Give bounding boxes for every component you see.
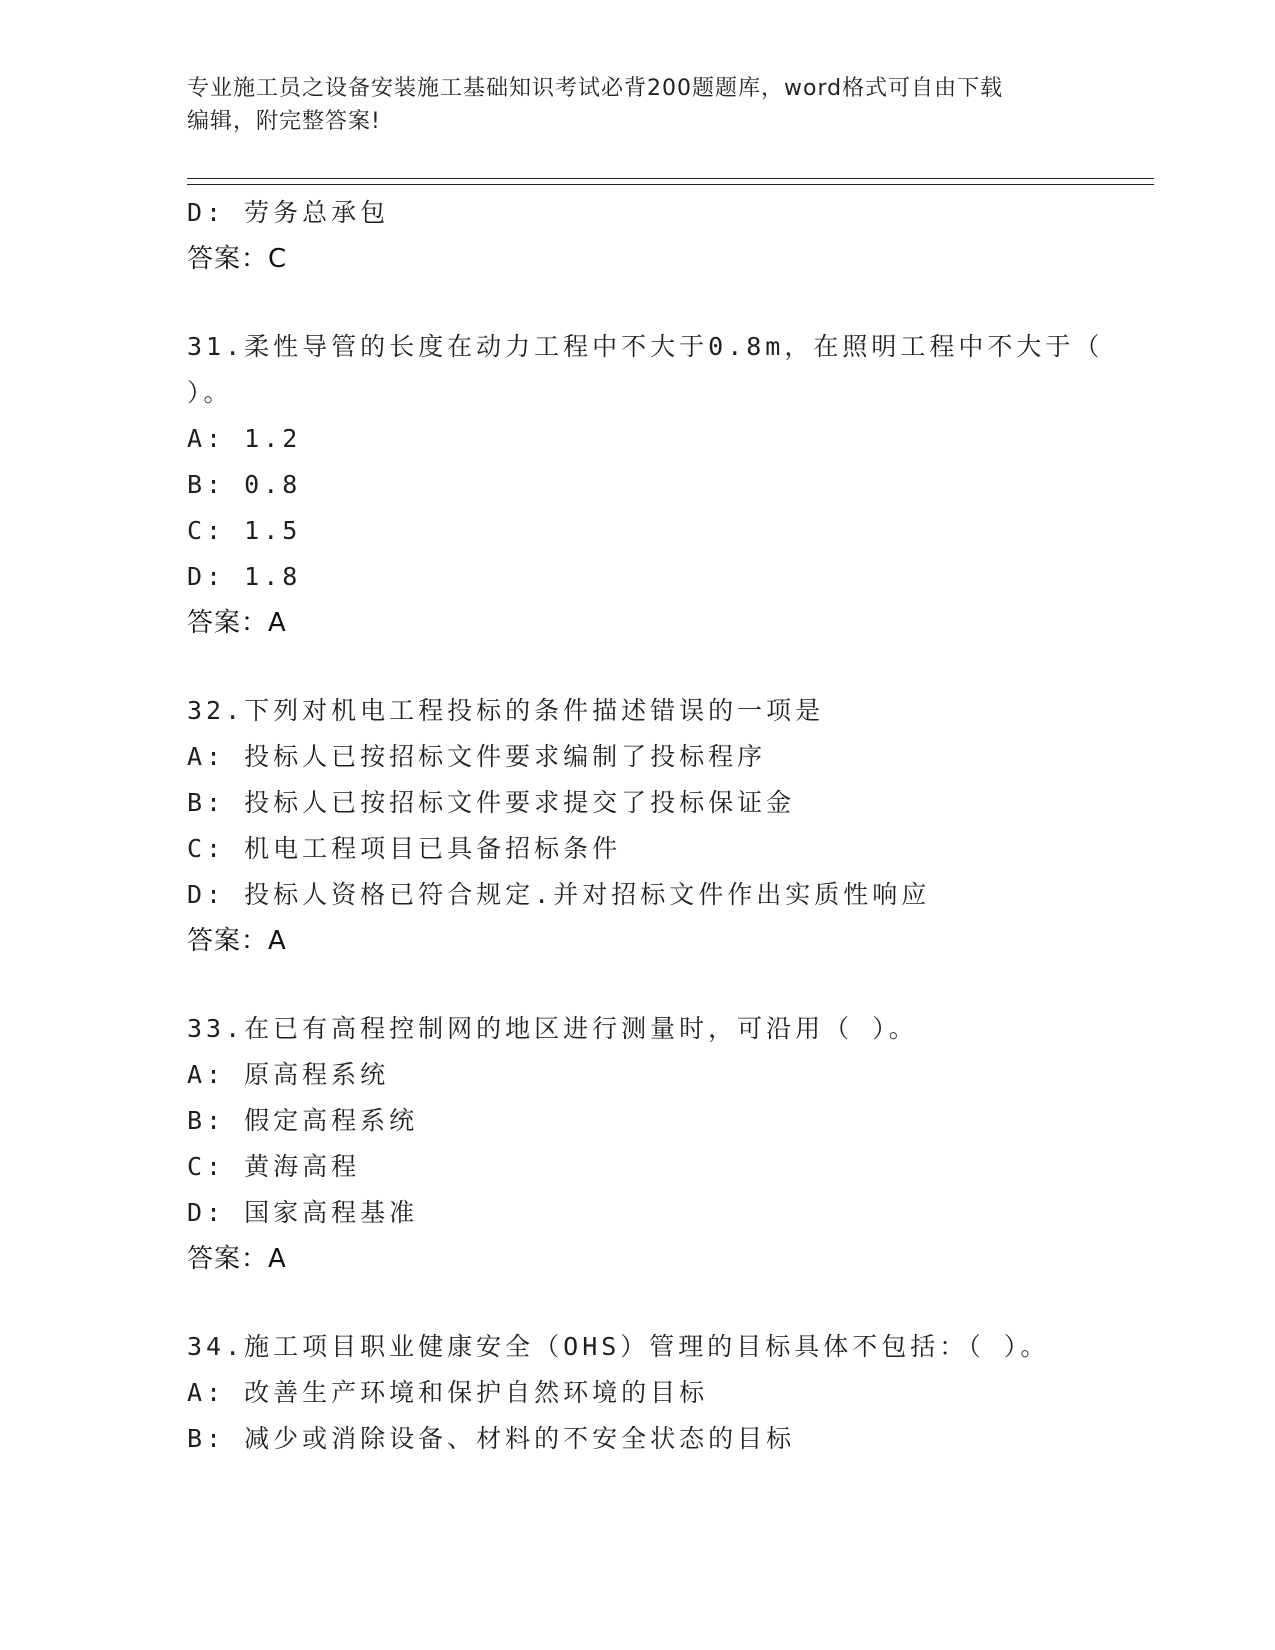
question-stem: 33.在已有高程控制网的地区进行测量时，可沿用（ ）。 (187, 1014, 918, 1043)
answer: 答案：A (187, 926, 287, 956)
question-32 (187, 689, 1087, 965)
question-stem-continued: ）。 (187, 378, 233, 407)
question-stem: 32.下列对机电工程投标的条件描述错误的一项是 (187, 696, 825, 725)
option-d: D: 1.8 (187, 562, 302, 591)
option-b: B: 投标人已按招标文件要求提交了投标保证金 (187, 788, 796, 817)
question-content (187, 191, 1104, 1463)
carryover-answer: 答案：C (187, 244, 288, 274)
option-a: A: 原高程系统 (187, 1060, 390, 1089)
header-title-line-1: 专业施工员之设备安装施工基础知识考试必背200题题库，word格式可自由下载 (187, 76, 1004, 101)
question-33 (187, 1007, 1087, 1283)
answer: 答案：A (187, 1244, 287, 1274)
option-a: A: 1.2 (187, 424, 302, 453)
question-stem: 31.柔性导管的长度在动力工程中不大于0.8m，在照明工程中不大于（ (187, 332, 1104, 361)
document-header (187, 72, 1087, 138)
option-d: D: 国家高程基准 (187, 1198, 419, 1227)
question-34 (187, 1325, 1087, 1463)
carryover-option-d: D: 劳务总承包 (187, 198, 390, 227)
answer: 答案：A (187, 608, 287, 638)
option-a: A: 改善生产环境和保护自然环境的目标 (187, 1378, 709, 1407)
option-b: B: 减少或消除设备、材料的不安全状态的目标 (187, 1424, 796, 1453)
question-31 (187, 325, 1104, 647)
header-double-rule (187, 178, 1154, 185)
option-d: D: 投标人资格已符合规定.并对招标文件作出实质性响应 (187, 880, 931, 909)
carryover-block (187, 191, 1087, 283)
option-c: C: 1.5 (187, 516, 302, 545)
question-stem: 34.施工项目职业健康安全（OHS）管理的目标具体不包括：（ ）。 (187, 1332, 1050, 1361)
header-title-line-2: 编辑，附完整答案! (187, 109, 381, 134)
option-b: B: 0.8 (187, 470, 302, 499)
option-a: A: 投标人已按招标文件要求编制了投标程序 (187, 742, 767, 771)
option-b: B: 假定高程系统 (187, 1106, 419, 1135)
option-c: C: 机电工程项目已具备招标条件 (187, 834, 622, 863)
option-c: C: 黄海高程 (187, 1152, 361, 1181)
